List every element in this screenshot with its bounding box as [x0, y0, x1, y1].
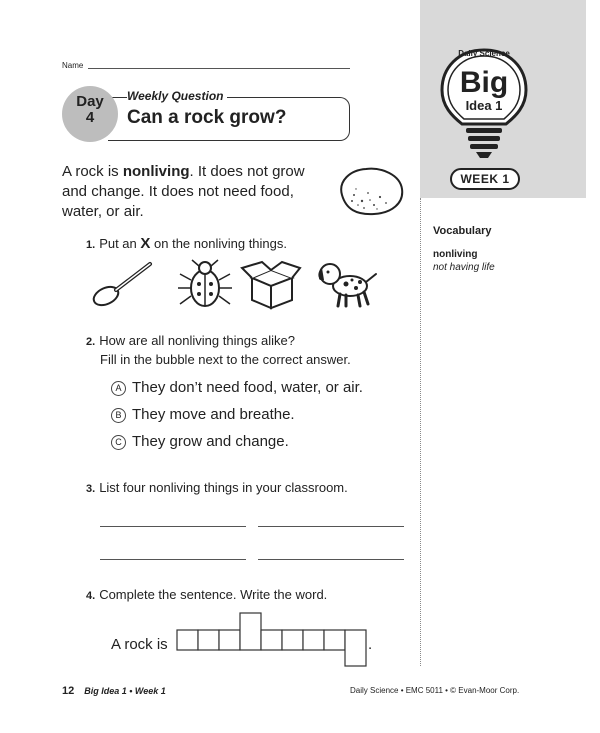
intro-term: nonliving: [122, 163, 190, 180]
bubble-b[interactable]: B: [111, 408, 126, 423]
question-4-number: 4.: [86, 590, 96, 602]
sentence-period: .: [368, 636, 373, 653]
answer-line-2[interactable]: [258, 526, 404, 527]
footer-unit: Big Idea 1 • Week 1: [84, 686, 166, 696]
footer-left: [62, 685, 166, 697]
bubble-a[interactable]: A: [111, 381, 126, 396]
answer-option-a[interactable]: [111, 379, 363, 396]
footer-credit: Daily Science • EMC 5011 • © Evan-Moor Corp.: [350, 686, 520, 695]
bubble-c[interactable]: C: [111, 435, 126, 450]
name-field-line[interactable]: [88, 68, 350, 69]
answer-line-1[interactable]: [100, 526, 246, 527]
badge-top-text: Daily Science: [458, 49, 510, 58]
rock-icon: [334, 165, 406, 217]
name-label: Name: [62, 61, 84, 70]
intro-paragraph: [62, 162, 332, 222]
question-3-number: 3.: [86, 483, 96, 495]
question-2-line-1: How are all nonliving things alike?: [99, 333, 296, 348]
badge-idea-text: Idea 1: [465, 98, 503, 113]
spoon-icon[interactable]: [90, 258, 156, 310]
weekly-question-title: Can a rock grow?: [127, 107, 287, 128]
answer-option-c[interactable]: [111, 433, 289, 450]
question-1-mark: X: [140, 235, 151, 252]
weekly-question-label: Weekly Question: [127, 89, 227, 103]
sidebar-divider: [420, 198, 421, 666]
letter-boxes[interactable]: [176, 612, 376, 668]
day-word: Day: [76, 93, 104, 110]
intro-text-end: . It does not grow and change. It does not need food, water, or air.: [62, 163, 305, 220]
answer-option-c-text: They grow and change.: [132, 433, 289, 450]
box-icon[interactable]: [238, 258, 304, 310]
vocabulary-heading: Vocabulary: [433, 225, 492, 237]
question-4-text: Complete the sentence. Write the word.: [99, 587, 328, 602]
question-3: [86, 479, 348, 498]
answer-option-b[interactable]: [111, 406, 295, 423]
puppy-icon[interactable]: [314, 258, 380, 310]
question-1-number: 1.: [86, 239, 96, 251]
question-4: [86, 586, 327, 605]
answer-line-3[interactable]: [100, 559, 246, 560]
question-1: [86, 235, 287, 254]
question-1-text-start: Put an: [99, 236, 141, 251]
vocabulary-term: nonliving: [433, 249, 478, 260]
question-2: [86, 332, 406, 368]
week-badge: WEEK 1: [450, 168, 520, 190]
vocabulary-definition: not having life: [433, 262, 495, 273]
question-1-text-end: on the nonliving things.: [150, 236, 288, 251]
beetle-icon[interactable]: [172, 258, 238, 310]
intro-text-start: A rock is: [62, 163, 123, 180]
lightbulb-icon: [434, 42, 534, 162]
answer-option-a-text: They don’t need food, water, or air.: [132, 379, 363, 396]
sentence-start: A rock is: [111, 636, 168, 653]
answer-line-4[interactable]: [258, 559, 404, 560]
day-number: 4: [85, 109, 95, 126]
question-3-text: List four nonliving things in your classroom.: [99, 480, 348, 495]
page-number: 12: [62, 685, 75, 697]
day-badge: [62, 86, 118, 142]
answer-option-b-text: They move and breathe.: [132, 406, 295, 423]
nonliving-items-row: [90, 258, 390, 310]
question-2-number: 2.: [86, 336, 96, 348]
question-2-line-2: Fill in the bubble next to the correct answer.: [100, 352, 351, 367]
badge-big-text: Big: [459, 66, 509, 99]
